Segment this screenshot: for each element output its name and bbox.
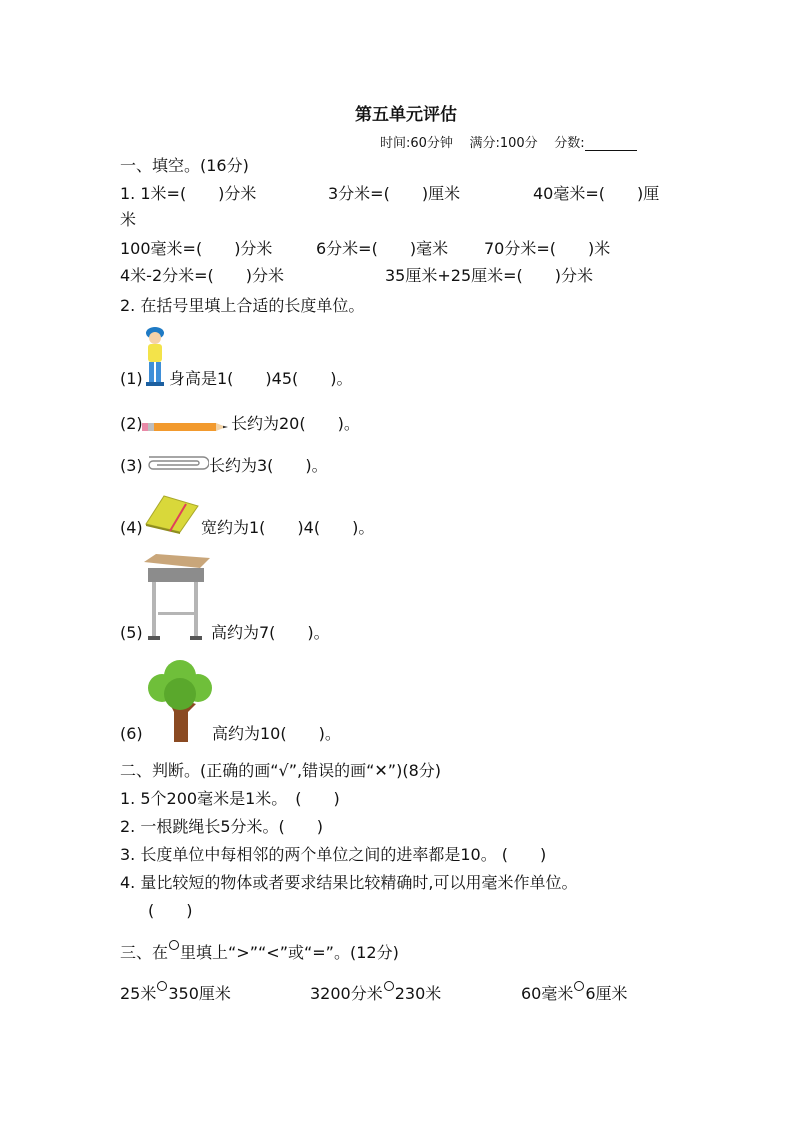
compare-1: [120, 981, 231, 1004]
item2-num: (2): [120, 414, 143, 433]
page-title: 第五单元评估: [355, 105, 457, 125]
judge-q4: 4. 量比较短的物体或者要求结果比较精确时,可以用毫米作单位。: [120, 873, 578, 892]
item6-text: 高约为10( )。: [212, 724, 341, 743]
q1-g: 4米-2分米=( )分米: [120, 266, 285, 285]
q1-a: 1. 1米=( )分米: [120, 184, 257, 203]
compare-2-right: 230米: [394, 984, 442, 1003]
q1-f: 70分米=( )米: [484, 239, 611, 258]
q1-c-cont: 米: [120, 210, 137, 229]
item3-num: (3): [120, 456, 143, 475]
compare-3: [521, 981, 628, 1004]
compare-2-left: 3200分米: [310, 984, 383, 1003]
judge-q1: 1. 5个200毫米是1米。 ( ): [120, 789, 340, 808]
pencil-icon: [142, 420, 230, 434]
item4-num: (4): [120, 518, 143, 537]
section2-heading: 二、判断。(正确的画“√”,错误的画“✕”)(8分): [120, 761, 441, 780]
compare-circle-icon[interactable]: [157, 981, 167, 991]
notebook-icon: [142, 494, 200, 534]
section3-heading-post: 里填上“>”“<”或“=”。(12分): [180, 943, 399, 962]
q1-c: 40毫米=( )厘: [533, 184, 660, 203]
q1-b: 3分米=( )厘米: [328, 184, 461, 203]
item6-num: (6): [120, 724, 143, 743]
compare-circle-icon[interactable]: [384, 981, 394, 991]
circle-icon: [169, 940, 179, 950]
compare-3-left: 60毫米: [521, 984, 574, 1003]
item2-text: 长约为20( )。: [231, 414, 360, 433]
section3-heading: [120, 940, 399, 963]
compare-1-left: 25米: [120, 984, 157, 1003]
q1-h: 35厘米+25厘米=( )分米: [385, 266, 594, 285]
exam-meta: [380, 132, 637, 151]
item1-text: 身高是1( )45( )。: [169, 369, 353, 388]
item3-text: 长约为3( )。: [209, 456, 328, 475]
tree-icon: [146, 658, 214, 744]
judge-q3: 3. 长度单位中每相邻的两个单位之间的进率都是10。 ( ): [120, 845, 547, 864]
q1-e: 6分米=( )毫米: [316, 239, 449, 258]
judge-q4-paren: ( ): [148, 901, 193, 920]
compare-2: [310, 981, 441, 1004]
compare-1-right: 350厘米: [168, 984, 231, 1003]
compare-circle-icon[interactable]: [574, 981, 584, 991]
desk-icon: [142, 552, 212, 642]
item5-num: (5): [120, 623, 143, 642]
score-label: 分数:: [554, 136, 585, 151]
time-label: 时间:60分钟: [380, 136, 453, 151]
compare-3-right: 6厘米: [585, 984, 628, 1003]
section3-heading-pre: 三、在: [120, 943, 169, 962]
item5-text: 高约为7( )。: [211, 623, 330, 642]
item4-text: 宽约为1( )4( )。: [201, 518, 375, 537]
item1-num: (1): [120, 369, 143, 388]
paperclip-icon: [143, 456, 209, 470]
boy-icon: [142, 326, 168, 388]
section1-heading: 一、填空。(16分): [120, 156, 249, 175]
judge-q2: 2. 一根跳绳长5分米。( ): [120, 817, 324, 836]
q2-heading: 2. 在括号里填上合适的长度单位。: [120, 296, 365, 315]
score-blank[interactable]: [585, 136, 637, 151]
q1-d: 100毫米=( )分米: [120, 239, 273, 258]
full-score-label: 满分:100分: [469, 136, 538, 151]
